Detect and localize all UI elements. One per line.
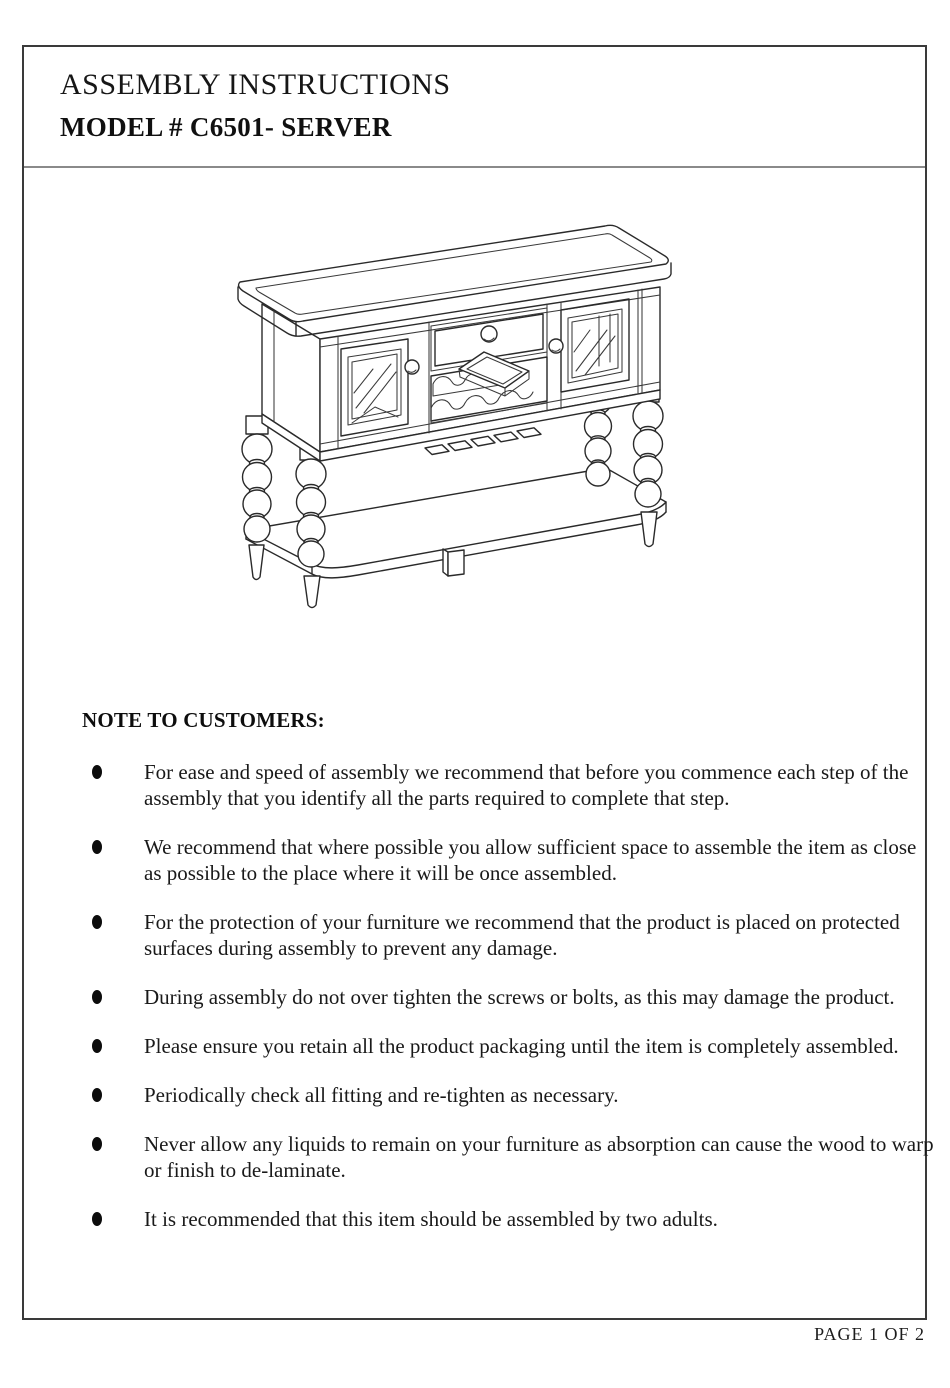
bullet-text: For ease and speed of assembly we recommend that before you commence each step of the assembly that you identify all the parts required to complete that step.: [144, 760, 909, 810]
note-item: [82, 1131, 936, 1183]
shelf-support-block: [443, 549, 464, 576]
page-title: ASSEMBLY INSTRUCTIONS: [60, 68, 451, 101]
bullet-icon: [92, 1137, 102, 1151]
bullet-icon: [92, 990, 102, 1004]
bullet-text: Periodically check all fitting and re-tighten as necessary.: [144, 1083, 619, 1107]
bullet-text: Never allow any liquids to remain on your furniture as absorption can cause the wood to warp or finish to de-laminate.: [144, 1132, 934, 1182]
note-item: [82, 909, 936, 961]
bullet-text: Please ensure you retain all the product packaging until the item is completely assembled.: [144, 1034, 899, 1058]
note-item: [82, 1033, 936, 1059]
note-item: [82, 834, 936, 886]
model-number: MODEL # C6501- SERVER: [60, 112, 392, 142]
product-figure: [215, 210, 695, 620]
bullet-text: During assembly do not over tighten the screws or bolts, as this may damage the product.: [144, 985, 895, 1009]
note-item: [82, 984, 936, 1010]
notes-heading: NOTE TO CUSTOMERS:: [82, 708, 325, 732]
note-item: [82, 1206, 936, 1232]
bullet-text: It is recommended that this item should be assembled by two adults.: [144, 1207, 718, 1231]
back-left-leg: [242, 416, 272, 542]
bullet-icon: [92, 765, 102, 779]
front-left-leg: [296, 444, 326, 567]
bullet-text: We recommend that where possible you allow sufficient space to assemble the item as close as possible to the place where it will be once assembled.: [144, 835, 917, 885]
header-divider: [24, 166, 925, 168]
document-header: [60, 67, 905, 143]
bullet-icon: [92, 1088, 102, 1102]
note-item: [82, 759, 936, 811]
left-side-panel: [262, 304, 320, 452]
bullet-icon: [92, 1212, 102, 1226]
drawer-knob: [481, 326, 497, 342]
note-item: [82, 1082, 936, 1108]
front-right-leg: [633, 388, 663, 507]
notes-section: [82, 707, 938, 1255]
bullet-icon: [92, 840, 102, 854]
bullet-icon: [92, 1039, 102, 1053]
bullet-icon: [92, 915, 102, 929]
notes-list: [82, 759, 936, 1232]
server-drawing: [215, 210, 695, 620]
page-number: PAGE 1 OF 2: [814, 1324, 925, 1344]
bullet-text: For the protection of your furniture we recommend that the product is placed on protected surfaces during assembly to prevent any damage.: [144, 910, 900, 960]
